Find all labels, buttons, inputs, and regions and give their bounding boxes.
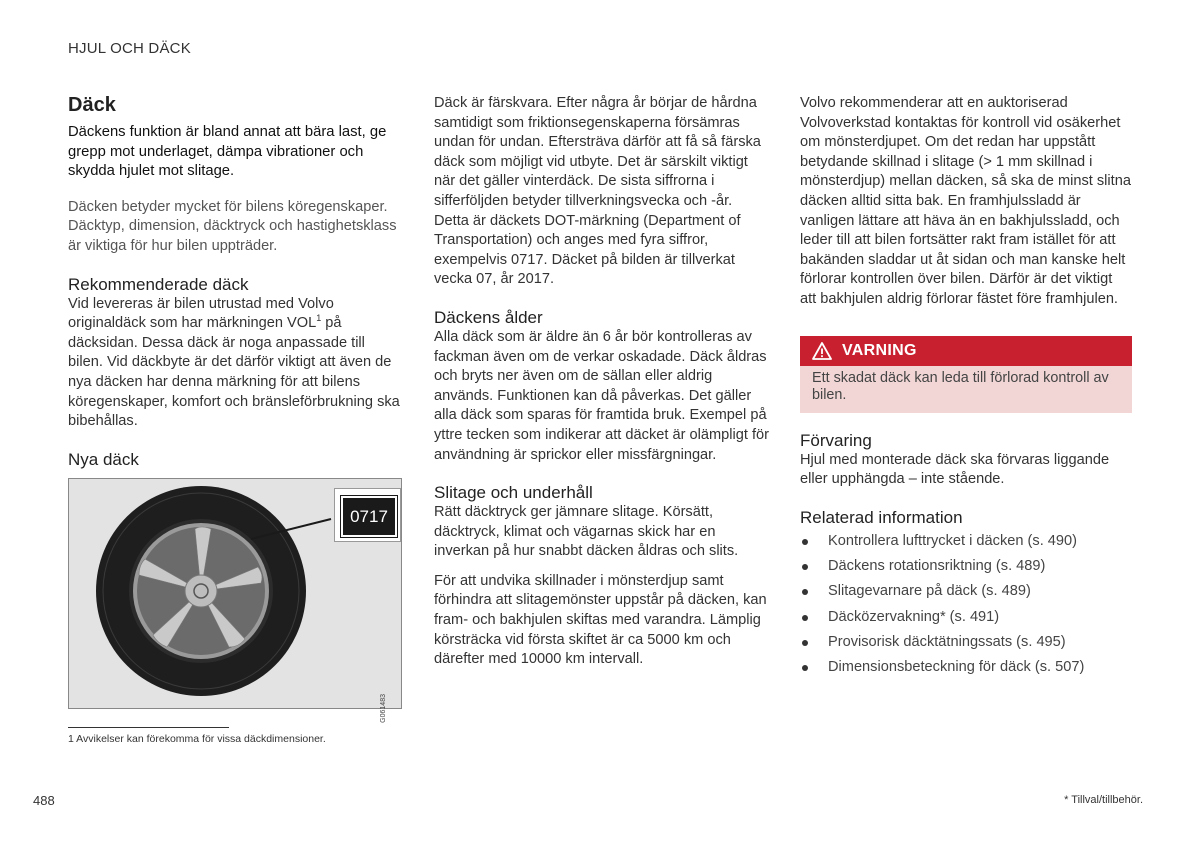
dot-code-callout xyxy=(334,488,401,542)
heading-recommended-tyres: Rekommenderade däck xyxy=(68,274,249,294)
text: Vid levereras är bilen utrustad med Volvo originaldäck som har märkningen VOL xyxy=(68,295,334,332)
column-3 xyxy=(800,94,1132,684)
heading-related-info: Relaterad information xyxy=(800,507,963,527)
paragraph: Däck är färskvara. Efter några år börjar de hårdna samtidigt som friktionsegenskaperna försämras undan för undan. Eftersträva därför att få så färska däck som möjligt vid utbyte. Det är särskilt viktigt när det gäller vinterdäck. De sista siffrorna i sifferföljden betyder tillverkningsvecka och -år. Detta är däckets DOT-märkning (Department of Transportation) och anges med fyra siffror, exempelvis 0717. Däcket på bilden är tillverkat vecka 07, år 2017. xyxy=(434,95,761,288)
column-1 xyxy=(68,94,402,723)
paragraph: Volvo rekommenderar att en auktoriserad Volvoverkstad kontaktas för kontroll vid osäkerhet om mönsterdjupet. Om det redan har uppstått betydande skillnad i slitage (> 1 mm skillnad i mönsterdjup) mellan däcken, så ska de minst slitna däcken alltid sitta bak. En framhjulssladd är vanligen lättare att häva än en bakhjulssladd, och leder till att bilen fortsätter rakt fram istället för att bakänden sladdar ut åt sidan och man kanske helt förlorar kontrollen över bilen. Därför är det viktigt att bakhjulen aldrig förlorar fästet före framhjulen. xyxy=(800,95,1131,307)
paragraph: För att undvika skillnader i mönsterdjup samt förhindra att slitagemönster uppstår på däcken, kan fram- och bakhjulen skiftas med varandra. Lämplig körsträcka vid första skiftet är ca 5000 km och därefter med 10000 km intervall. xyxy=(434,572,767,668)
dot-code-label: 0717 xyxy=(341,496,397,537)
figure-code: G061483 xyxy=(380,693,387,723)
warning-triangle-icon xyxy=(812,341,832,361)
section-title: HJUL OCH DÄCK xyxy=(68,40,191,57)
footnote: 1 Avvikelser kan förekomma för vissa däckdimensioner. xyxy=(68,733,326,745)
heading-wear-maintenance: Slitage och underhåll xyxy=(434,483,593,503)
heading-new-tyres: Nya däck xyxy=(68,449,139,469)
optional-equipment-note: * Tillval/tillbehör. xyxy=(1064,794,1143,806)
column-2 xyxy=(434,94,769,670)
footnote-divider xyxy=(68,727,229,728)
heading-tyre-age: Däckens ålder xyxy=(434,307,543,327)
related-link[interactable]: Provisorisk däcktätningssats (s. 495) xyxy=(800,633,1132,652)
warning-header xyxy=(800,336,1132,366)
paragraph: Hjul med monterade däck ska förvaras liggande eller upphängda – inte stående. xyxy=(800,451,1110,488)
footnote-ref[interactable]: 1 xyxy=(316,313,322,324)
heading-storage: Förvaring xyxy=(800,430,872,450)
paragraph: Däcken betyder mycket för bilens köregenskaper. Däcktyp, dimension, däcktryck och hastighetsklass är viktiga för hur bilen uppträder. xyxy=(68,198,397,254)
related-link[interactable]: Slitagevarnare på däck (s. 489) xyxy=(800,582,1132,601)
related-link[interactable]: Däckens rotationsriktning (s. 489) xyxy=(800,557,1132,576)
warning-text: Ett skadat däck kan leda till förlorad kontroll av bilen. xyxy=(800,366,1132,413)
intro-paragraph: Däckens funktion är bland annat att bära last, ge grepp mot underlaget, dämpa vibrationer och skydda hjulet mot slitage. xyxy=(68,124,387,180)
related-link[interactable]: Kontrollera lufttrycket i däcken (s. 490) xyxy=(800,532,1132,551)
related-link[interactable]: Däcközervakning* (s. 491) xyxy=(800,608,1132,627)
tyre-figure xyxy=(68,478,402,723)
text: på däcksidan. Dessa däck är noga anpassade till bilen. Vid däckbyte är det därför viktigt att även de nya däcken har denna märkning för att bilens köregenskaper, komfort och bränsleförbrukning ska bibehållas. xyxy=(68,315,400,430)
page-title: Däck xyxy=(68,94,116,116)
related-link[interactable]: Dimensionsbeteckning för däck (s. 507) xyxy=(800,658,1132,677)
page-number: 488 xyxy=(33,793,55,808)
warning-box xyxy=(800,336,1132,413)
related-list xyxy=(800,532,1132,677)
paragraph xyxy=(68,295,402,432)
warning-title: VARNING xyxy=(842,341,917,359)
paragraph: Rätt däcktryck ger jämnare slitage. Körsätt, däcktryck, klimat och vägarnas skick har en inverkan på hur snabbt däcken åldras och slits. xyxy=(434,504,739,560)
paragraph: Alla däck som är äldre än 6 år bör kontrolleras av fackman även om de verkar oskadade. Däck åldras och bryts ner även om de sällan eller aldrig används. Funktionen kan då påverkas. Det gäller alla däck som sparas för framtida bruk. Exempel på yttre tecken som indikerar att däcket är olämpligt för användning är sprickor eller missfärgningar. xyxy=(434,328,769,463)
